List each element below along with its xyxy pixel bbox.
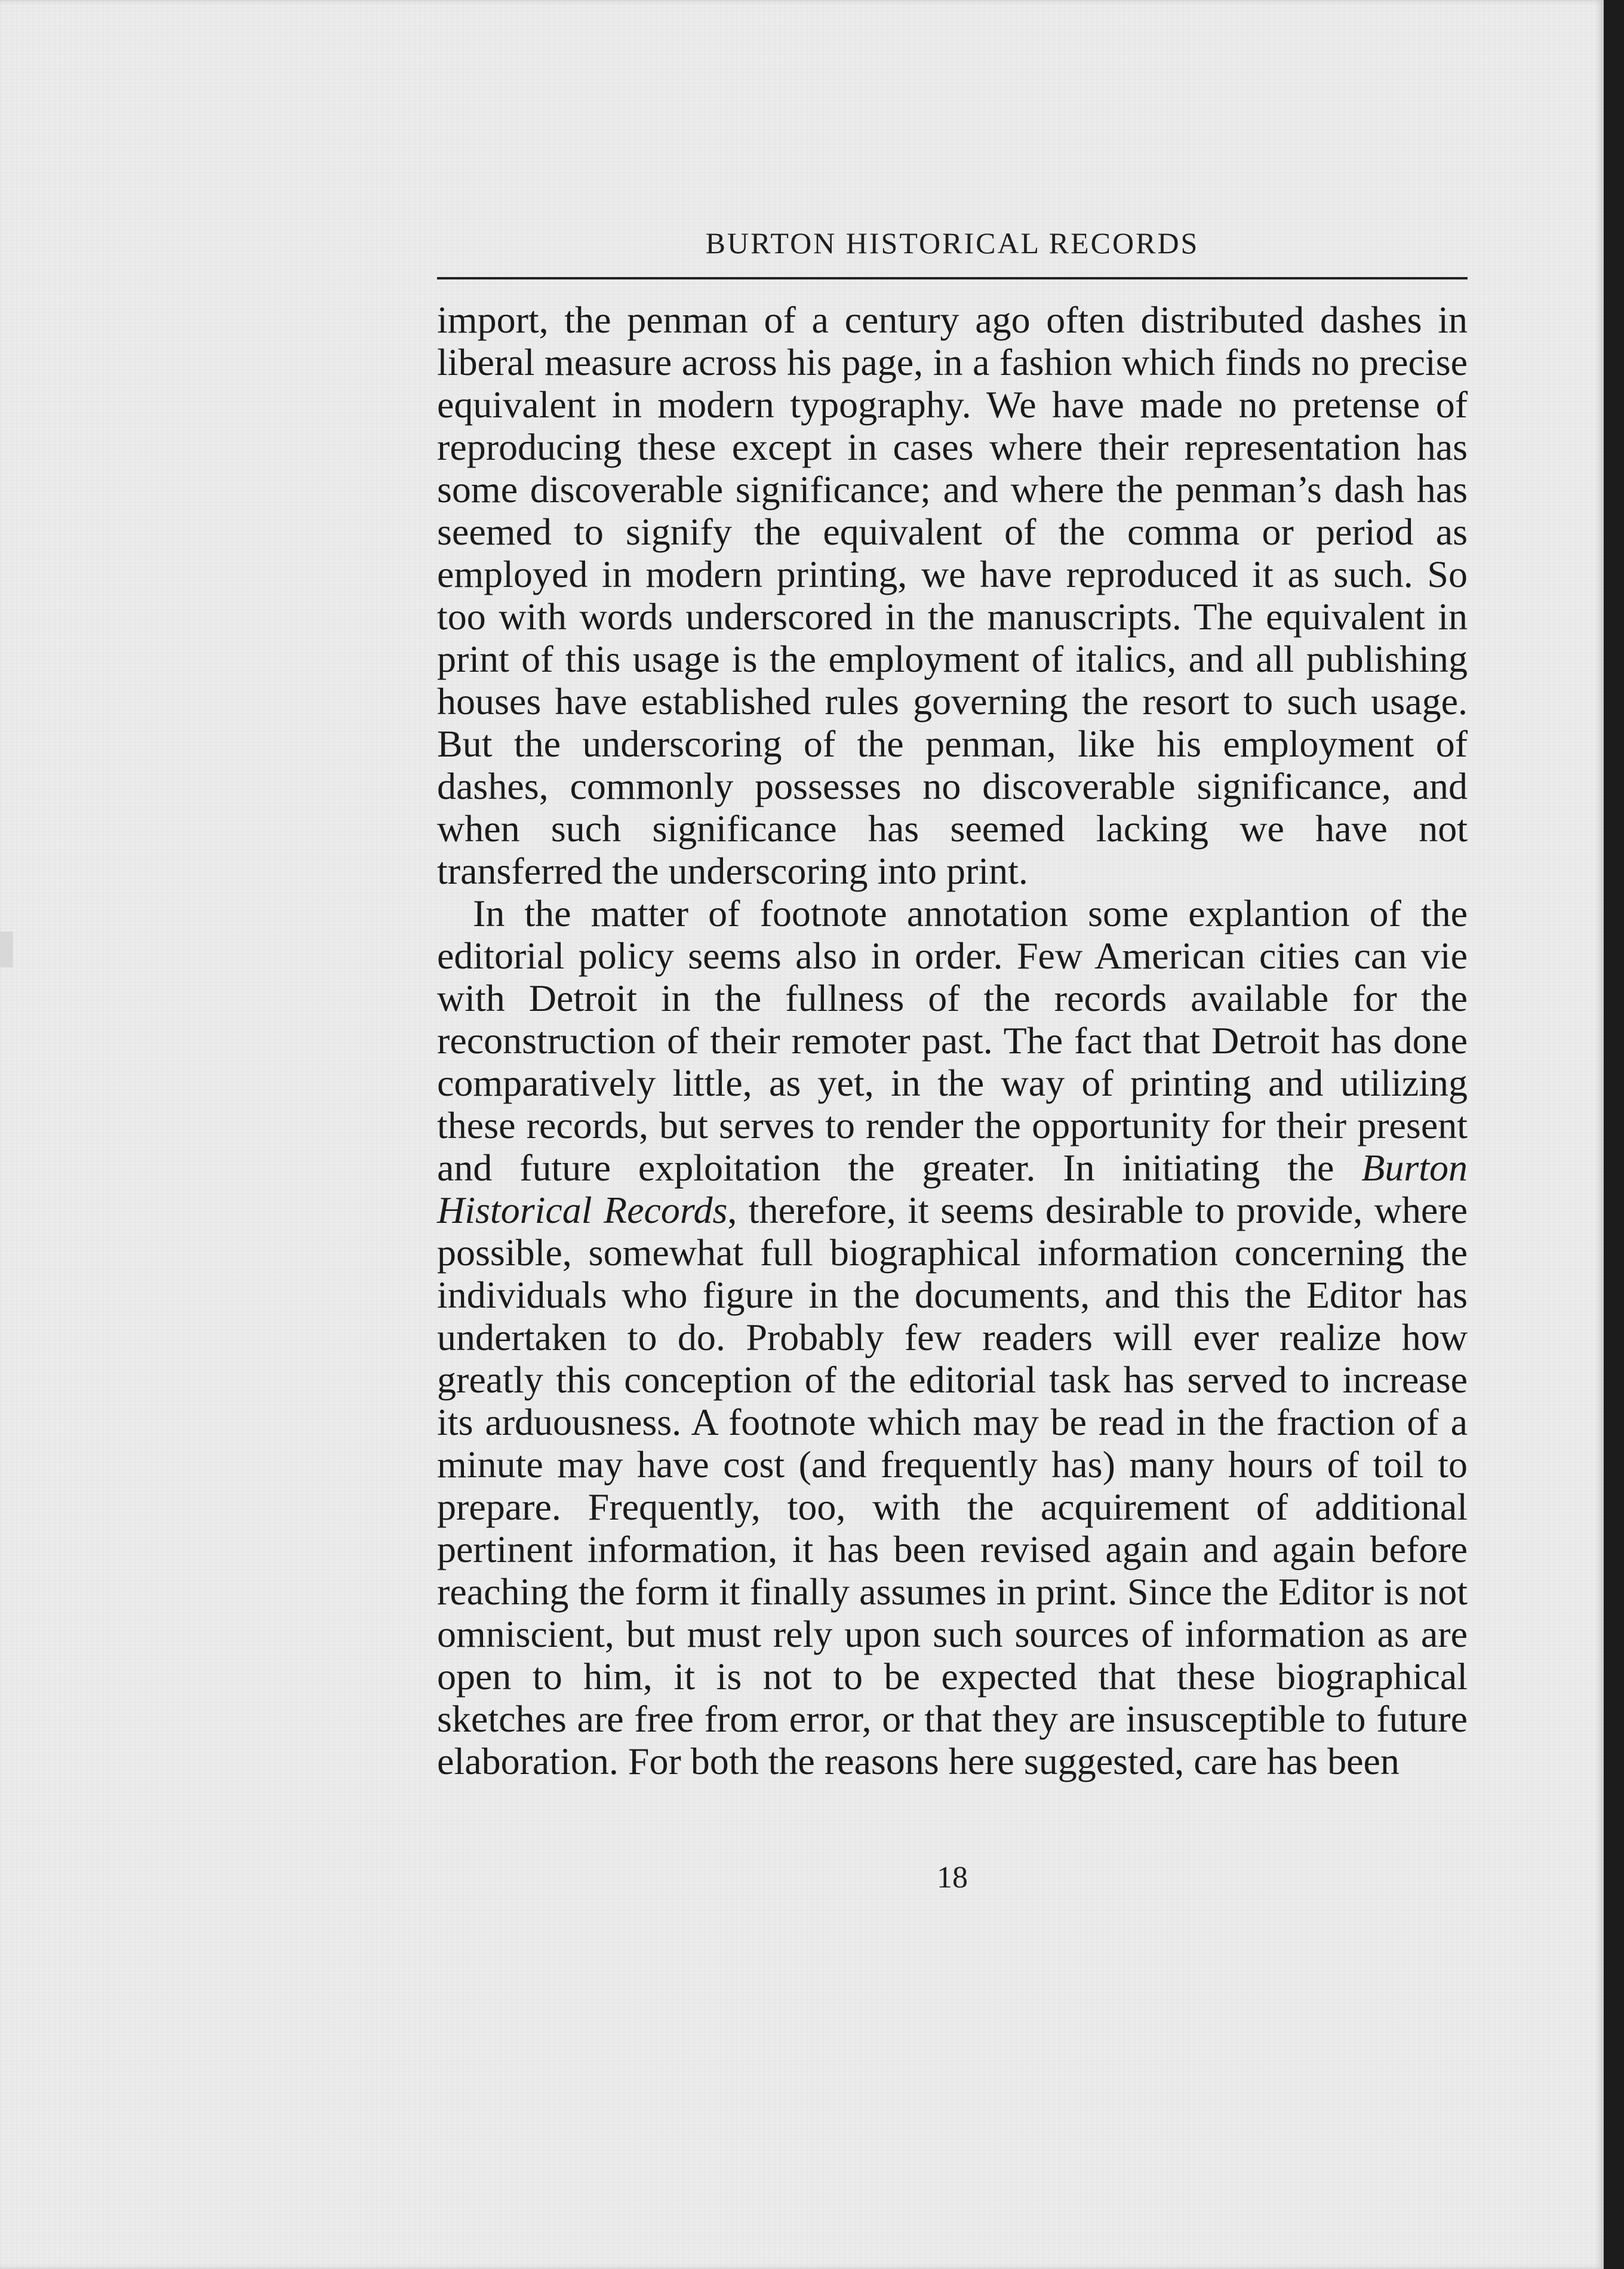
- paragraph-2: [437, 892, 1468, 1782]
- paragraph-2-part-2: , therefore, it seems desirable to provide, where possible, somewhat full biographical information concerning the individuals who figure in the documents, and this the Editor has undertaken to do. Probably few readers will ever realize how greatly this conception of the editorial task has served to increase its arduousness. A footnote which may be read in the fraction of a minute may have cost (and frequently has) many hours of toil to prepare. Frequently, too, with the acquirement of additional pertinent information, it has been revised again and again before reaching the form it finally assumes in print. Since the Editor is not omniscient, but must rely upon such sources of information as are open to him, it is not to be expected that these biographical sketches are free from error, or that they are insusceptible to future elaboration. For both the reasons here suggested, care has been: [437, 1189, 1468, 1782]
- paragraph-2-part-1: In the matter of footnote annotation some explantion of the editorial policy seems also in order. Few American cities can vie with Detroit in the fullness of the records available for the reconstruction of their remoter past. The fact that Detroit has done comparatively little, as yet, in the way of printing and utilizing these records, but serves to render the opportunity for their present and future exploitation the greater. In initiating the: [437, 892, 1468, 1189]
- page-number: 18: [937, 1861, 968, 1895]
- page-edge-tear: [0, 931, 13, 967]
- body-text: [437, 299, 1468, 1782]
- paragraph-2-italic-title: Burton Historical Records: [437, 1146, 1468, 1231]
- header-rule: [437, 277, 1468, 279]
- paragraph-1: import, the penman of a century ago often distributed dashes in liberal measure across his page, in a fashion which finds no precise equivalent in modern typography. We have made no pretense of reproducing these except in cases where their representation has some discoverable significance; and where the penman’s dash has seemed to signify the equivalent of the comma or period as employed in modern printing, we have reproduced it as such. So too with words underscored in the manuscripts. The equivalent in print of this usage is the employment of italics, and all publishing houses have established rules governing the resort to such usage. But the underscoring of the penman, like his employment of dashes, commonly possesses no discoverable significance, and when such significance has seemed lacking we have not transferred the underscoring into print.: [437, 299, 1468, 892]
- running-head: BURTON HISTORICAL RECORDS: [705, 226, 1199, 260]
